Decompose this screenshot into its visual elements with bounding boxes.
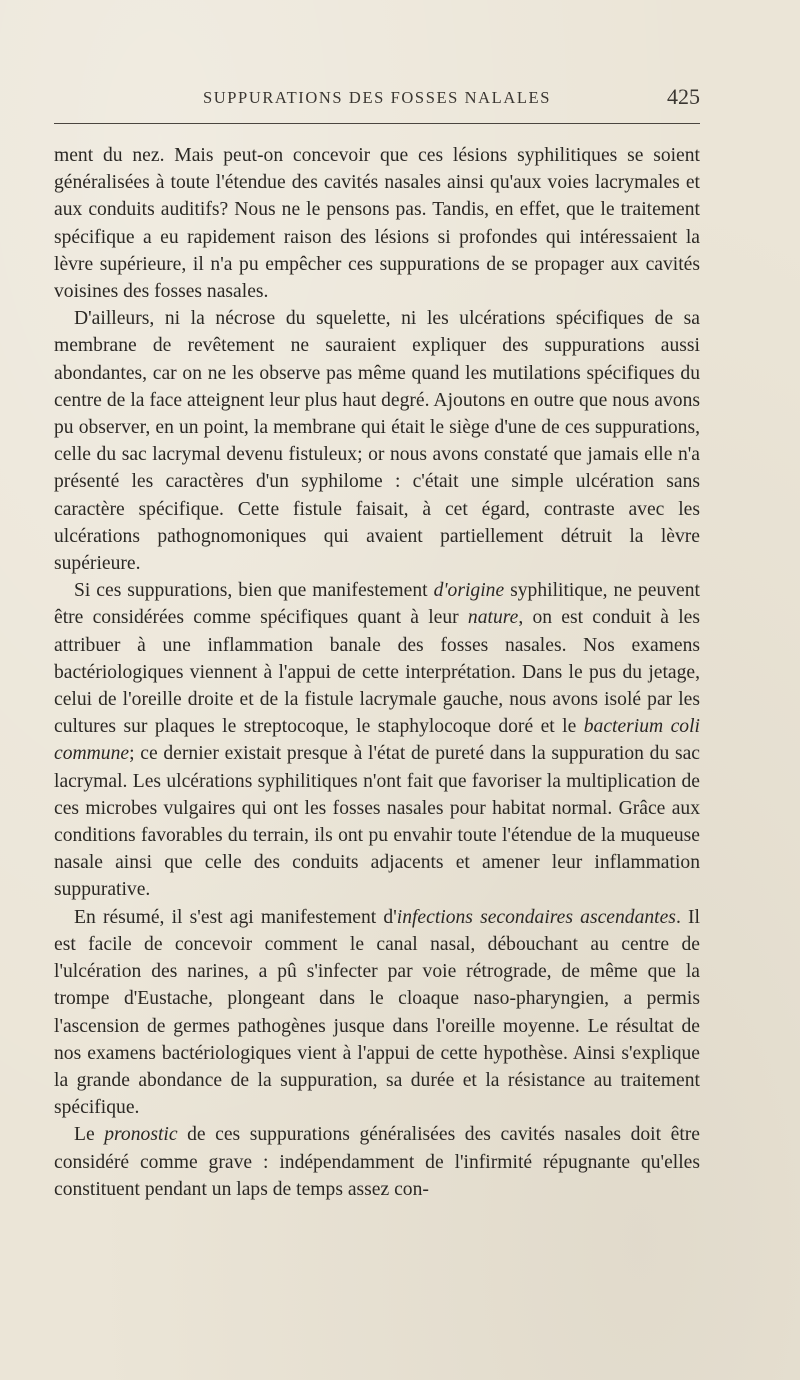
text-run: Si ces suppurations, bien que manifestement xyxy=(74,580,434,602)
text-run: syphilitique, ne peuvent être considérées comme spécifiques quant à leur xyxy=(54,580,700,629)
body-text xyxy=(54,142,700,1203)
page-header xyxy=(54,84,700,114)
text-run: ment du nez. Mais peut-on concevoir que ces lésions syphilitiques se soient généralisées à toute l'étendue des cavités nasales ainsi qu'aux voies lacrymales et aux conduits auditifs? Nous ne le pensons pas. Tandis, en effet, que le traitement spécifique a eu rapidement raison des lésions si profondes qui intéressaient la lèvre supérieure, il n'a pu empêcher ces suppurations de se propager aux cavités voisines des fosses nasales. xyxy=(54,145,700,303)
page-number: 425 xyxy=(667,84,700,109)
italic-text: bacterium coli commune xyxy=(54,716,700,765)
italic-text: d'origine xyxy=(433,580,505,602)
paragraph xyxy=(54,1121,700,1203)
running-title: SUPPURATIONS DES FOSSES NALALES xyxy=(202,88,552,107)
text-run: ; ce dernier existait presque à l'état de pureté dans la suppuration du sac lacrymal. Les ulcérations syphilitiques n'ont fait que favoriser la multiplication de ces microbes vulgaires qui ont les fosses nasales pour habitat normal. Grâce aux conditions favorables du terrain, ils ont pu envahir toute l'étendue de la muqueuse nasale ainsi que celle des conduits adjacents et amener leur inflammation suppurative. xyxy=(54,743,700,901)
italic-text: nature xyxy=(467,607,519,629)
header-rule xyxy=(54,123,700,124)
paragraph xyxy=(54,142,700,305)
paragraph xyxy=(54,577,700,903)
text-run: . Il est facile de concevoir comment le canal nasal, débouchant au centre de l'ulcération des narines, a pû s'infecter par voie rétrograde, de même que la trompe d'Eustache, plongeant dans le cloaque naso-pharyngien, a permis l'ascension de germes pathogènes jusque dans l'oreille moyenne. Le résultat de nos examens bactériologiques vient à l'appui de cette hypothèse. Ainsi s'explique la grande abondance de la suppuration, sa durée et la résistance au traitement spécifique. xyxy=(54,906,700,1119)
text-run: de ces suppurations généralisées des cavités nasales doit être considéré comme grave : indépendamment de l'infirmité répugnante qu'elles constituent pendant un laps de temps assez con- xyxy=(54,1124,700,1200)
italic-text: pronostic xyxy=(104,1124,178,1146)
text-run: Le xyxy=(74,1124,105,1146)
paragraph xyxy=(54,305,700,577)
text-run: , on est conduit à les attribuer à une inflammation banale des fosses nasales. Nos examens bactériologiques viennent à l'appui de cette interprétation. Dans le pus du jetage, celui de l'oreille droite et de la fistule lacrymale gauche, nous avons isolé par les cultures sur plaques le streptocoque, le staphylocoque doré et le xyxy=(54,607,701,738)
text-run: D'ailleurs, ni la nécrose du squelette, ni les ulcérations spécifiques de sa membrane de revêtement ne sauraient expliquer des suppurations aussi abondantes, car on ne les observe pas même quand les mutilations spécifiques du centre de la face atteignent leur plus haut degré. Ajoutons en outre que nous avons pu observer, en un point, la membrane qui était le siège d'une de ces suppurations, celle du sac lacrymal devenu fistuleux; or nous avons constaté que jamais elle n'a présenté les caractères d'un syphilome : c'était une simple ulcération sans caractère spécifique. Cette fistule faisait, à cet égard, contraste avec les ulcérations pathognomoniques qui avaient partiellement détruit la lèvre supérieure. xyxy=(54,308,700,575)
italic-text: infections secondaires ascendantes xyxy=(396,906,676,928)
text-run: En résumé, il s'est agi manifestement d' xyxy=(74,906,397,928)
paragraph xyxy=(54,904,700,1122)
